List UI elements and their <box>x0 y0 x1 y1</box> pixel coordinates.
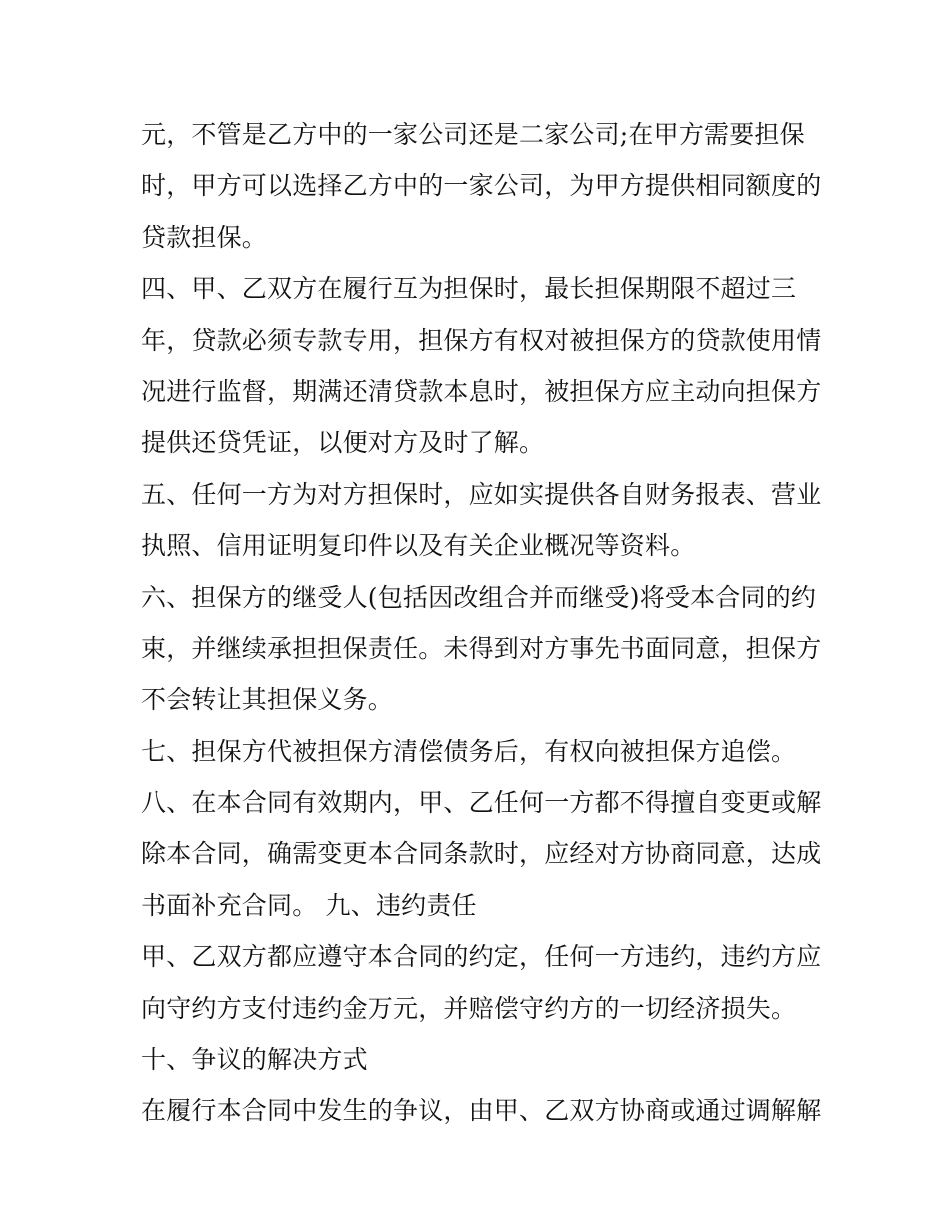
text-line: 除本合同，确需变更本合同条款时，应经对方协商同意，达成 <box>141 839 822 869</box>
text-line: 况进行监督，期满还清贷款本息时，被担保方应主动向担保方 <box>141 376 822 406</box>
text-line: 五、任何一方为对方担保时，应如实提供各自财务报表、营业 <box>141 479 822 509</box>
text-line: 贷款担保。 <box>141 222 268 252</box>
text-line: 七、担保方代被担保方清偿债务后，有权向被担保方追偿。 <box>141 736 797 766</box>
text-line: 在履行本合同中发生的争议，由甲、乙双方协商或通过调解解 <box>141 1096 822 1126</box>
text-line: 年，贷款必须专款专用，担保方有权对被担保方的贷款使用情 <box>141 325 822 355</box>
text-line: 不会转让其担保义务。 <box>141 685 394 715</box>
text-line: 元，不管是乙方中的一家公司还是二家公司;在甲方需要担保 <box>141 120 805 149</box>
text-line: 执照、信用证明复印件以及有关企业概况等资料。 <box>141 531 696 561</box>
text-line: 向守约方支付违约金万元，并赔偿守约方的一切经济损失。 <box>141 993 797 1023</box>
text-line: 六、担保方的继受人(包括因改组合并而继受)将受本合同的约 <box>141 582 817 612</box>
text-line: 束，并继续承担担保责任。未得到对方事先书面同意，担保方 <box>141 633 822 663</box>
text-line: 甲、乙双方都应遵守本合同的约定，任何一方违约，违约方应 <box>141 942 822 972</box>
document-body <box>141 109 821 1137</box>
text-line: 十、争议的解决方式 <box>141 1045 368 1075</box>
text-line: 八、在本合同有效期内，甲、乙任何一方都不得擅自变更或解 <box>141 788 822 818</box>
text-line: 四、甲、乙双方在履行互为担保时，最长担保期限不超过三 <box>141 274 797 304</box>
text-line: 提供还贷凭证，以便对方及时了解。 <box>141 428 545 458</box>
text-line: 时，甲方可以选择乙方中的一家公司，为甲方提供相同额度的 <box>141 171 822 201</box>
text-line: 书面补充合同。 九、违约责任 <box>141 890 477 920</box>
